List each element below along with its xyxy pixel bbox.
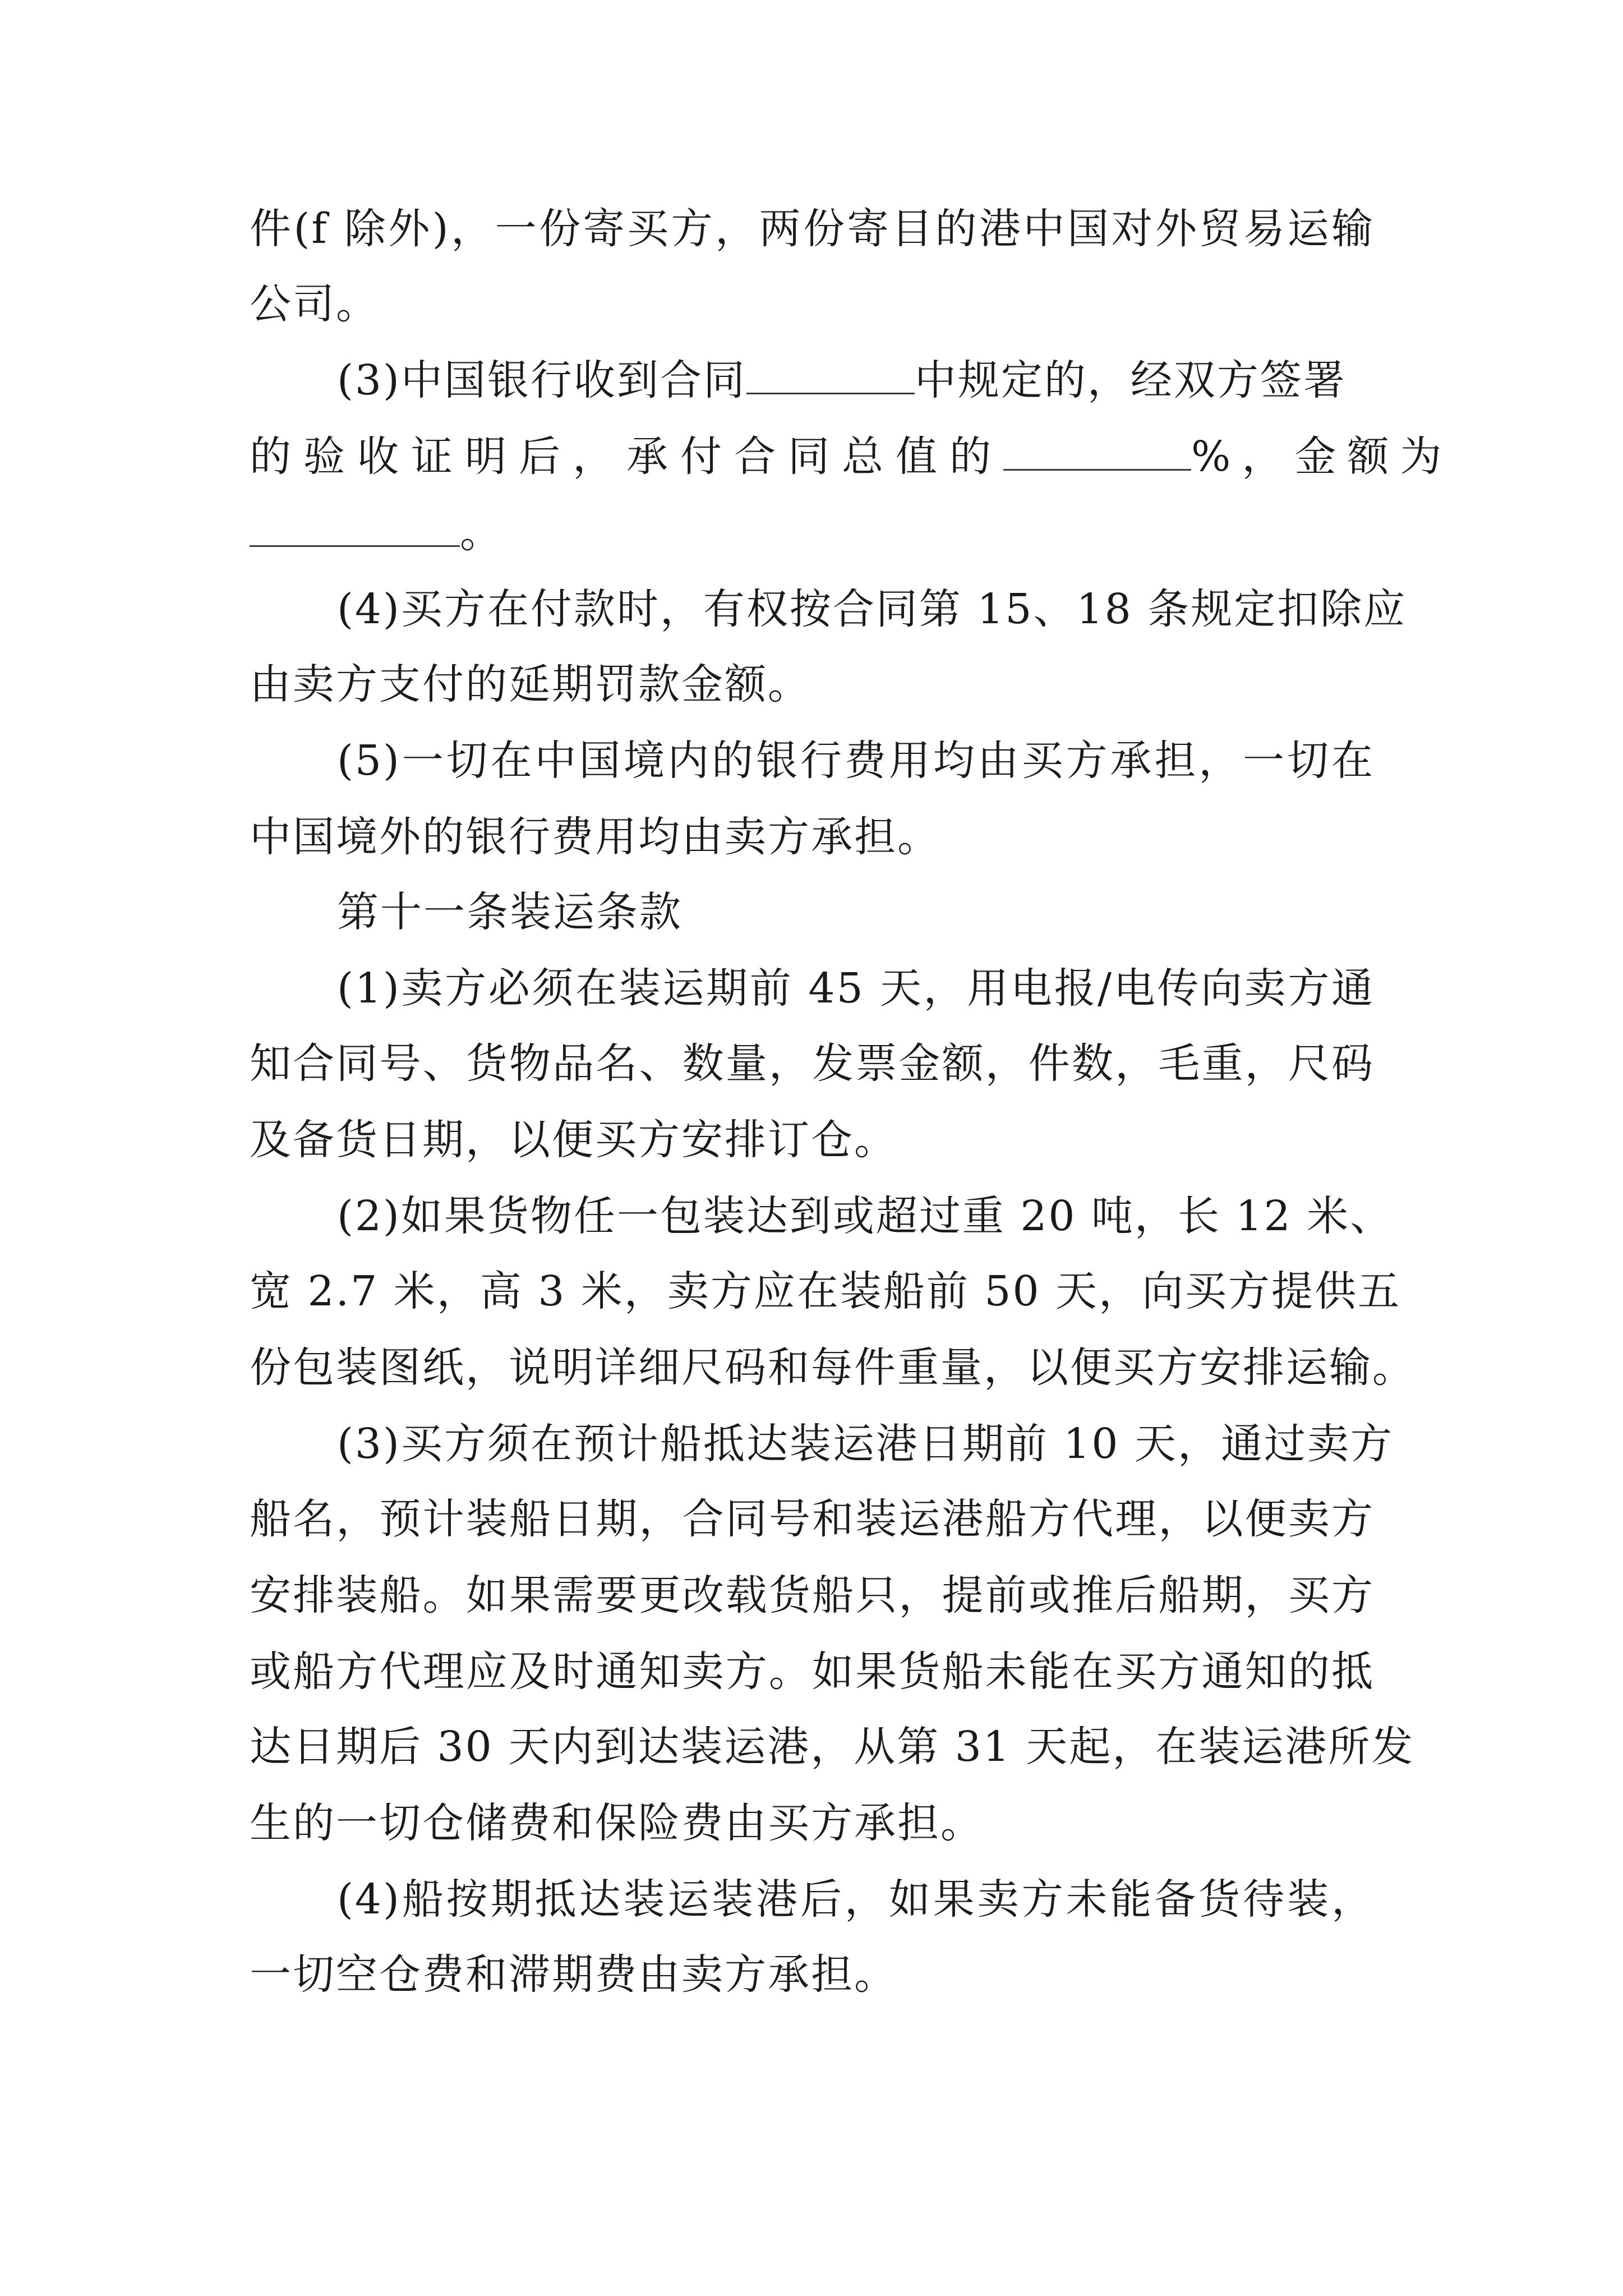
text-line: (4)船按期抵达装运装港后，如果卖方未能备货待装，	[337, 1875, 1375, 1924]
text-line: (1)卖方必须在装运期前 45 天，用电报/电传向卖方通	[337, 964, 1375, 1013]
text-line	[250, 429, 1453, 485]
text-line: (4)买方在付款时，有权按合同第 15、18 条规定扣除应	[337, 585, 1407, 633]
text-line: 份包装图纸，说明详细尺码和每件重量，以便买方安排运输。	[250, 1343, 1415, 1392]
text-segment: (3)中国银行收到合同	[337, 356, 746, 404]
text-line: (2)如果货物任一包装达到或超过重 20 吨，长 12 米、	[337, 1192, 1394, 1240]
contract-clause-blank	[746, 358, 915, 394]
text-line: 件(f 除外)，一份寄买方，两份寄目的港中国对外贸易运输	[250, 205, 1375, 253]
text-line: 船名，预计装船日期，合同号和装运港船方代理，以便卖方	[250, 1495, 1375, 1543]
text-line: 公司。	[250, 280, 379, 328]
text-line: 及备货日期，以便买方安排订仓。	[250, 1116, 897, 1164]
text-line: 宽 2.7 米，高 3 米，卖方应在装船前 50 天，向买方提供五	[250, 1267, 1401, 1315]
text-segment: 。	[460, 509, 503, 557]
text-line: 中国境外的银行费用均由卖方承担。	[250, 813, 940, 861]
amount-blank	[250, 510, 460, 547]
text-line: 一切空仓费和滞期费由卖方承担。	[250, 1950, 897, 1999]
text-segment: 中规定的，经双方签署	[914, 356, 1347, 404]
text-segment: 的验收证明后，承付合同总值的	[250, 432, 1003, 481]
text-line	[250, 505, 503, 561]
text-line: 达日期后 30 天内到达装运港，从第 31 天起，在装运港所发	[250, 1723, 1415, 1771]
text-line: (5)一切在中国境内的银行费用均由买方承担，一切在	[337, 737, 1375, 785]
section-heading: 第十一条装运条款	[337, 888, 683, 936]
text-line: 知合同号、货物品名、数量，发票金额，件数，毛重，尺码	[250, 1039, 1375, 1088]
text-line	[337, 352, 1347, 408]
text-line: 安排装船。如果需要更改载货船只，提前或推后船期，买方	[250, 1571, 1375, 1619]
percentage-blank	[1003, 434, 1191, 471]
text-line: 生的一切仓储费和保险费由买方承担。	[250, 1799, 984, 1847]
text-line: 或船方代理应及时通知卖方。如果货船未能在买方通知的抵	[250, 1648, 1375, 1696]
text-line: (3)买方须在预计船抵达装运港日期前 10 天，通过卖方	[337, 1420, 1394, 1468]
text-line: 由卖方支付的延期罚款金额。	[250, 660, 811, 708]
text-segment: %，金额为	[1191, 432, 1453, 481]
